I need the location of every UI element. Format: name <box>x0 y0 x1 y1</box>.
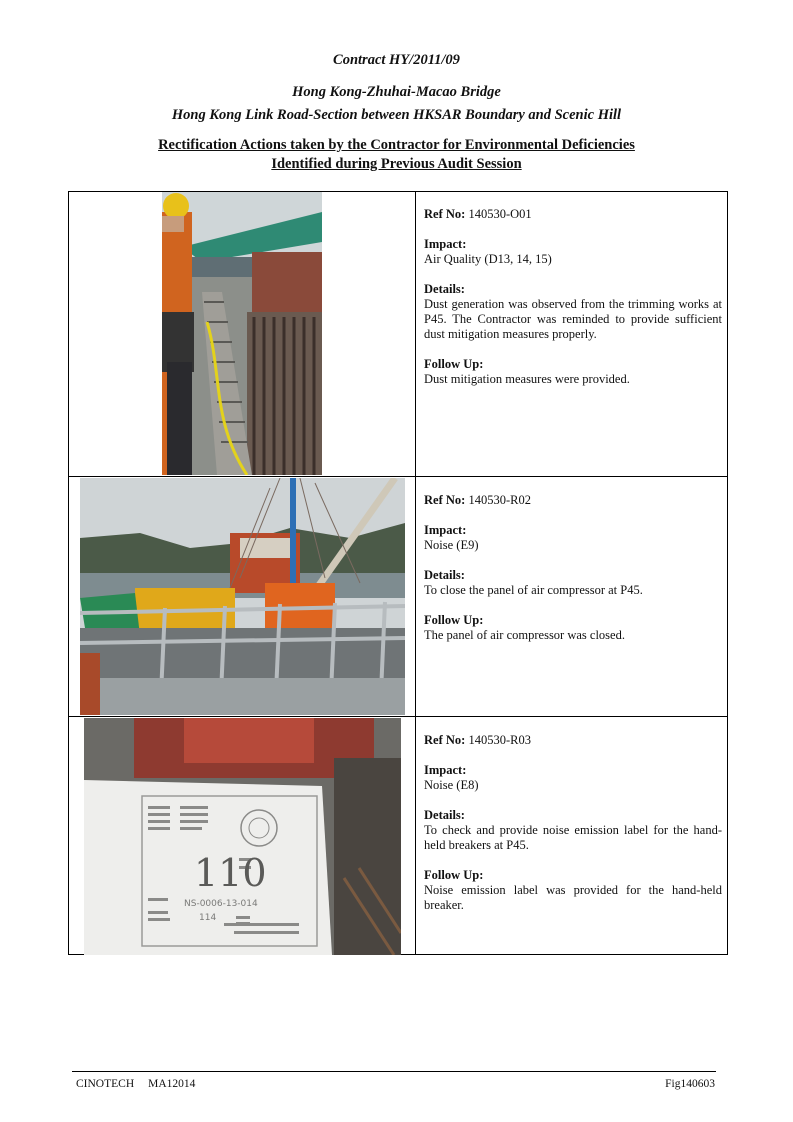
project-title: Hong Kong-Zhuhai-Macao Bridge <box>292 84 501 100</box>
impact-label: Impact: <box>424 763 467 777</box>
impact-value: Noise (E9) <box>424 538 479 552</box>
follow-up-label: Follow Up: <box>424 868 484 882</box>
ref-label: Ref No: <box>424 493 466 507</box>
ref-value: 140530-O01 <box>468 207 532 221</box>
row-divider <box>68 476 728 477</box>
document-title: Rectification Actions taken by the Contractor for Environmental Deficiencies <box>158 137 635 153</box>
footer-left <box>76 1078 195 1090</box>
row-divider <box>68 716 728 717</box>
project-section: Hong Kong Link Road-Section between HKSAR Boundary and Scenic Hill <box>171 107 622 123</box>
follow-up-value: Dust mitigation measures were provided. <box>424 372 630 386</box>
footer-company: CINOTECH <box>76 1078 135 1090</box>
footer-figure: Fig140603 <box>665 1078 715 1090</box>
label-limit: 114 <box>199 913 217 923</box>
table-divider <box>415 191 416 955</box>
details-value: Dust generation was observed from the trimming works at P45. The Contractor was reminded to provide sufficient dust mitigation measures properly. <box>424 297 722 341</box>
label-sound-level: 110 <box>194 851 267 895</box>
entry-3 <box>424 733 722 913</box>
document-subtitle: Identified during Previous Audit Session <box>271 156 522 172</box>
photo-noise-label <box>84 718 401 955</box>
details-value: To close the panel of air compressor at P45. <box>424 583 643 597</box>
impact-label: Impact: <box>424 523 467 537</box>
photo-dust-trimming <box>162 192 322 475</box>
ref-value: 140530-R02 <box>468 493 531 507</box>
impact-value: Noise (E8) <box>424 778 479 792</box>
impact-label: Impact: <box>424 237 467 251</box>
contract-number: Contract HY/2011/09 <box>333 52 460 68</box>
follow-up-value: Noise emission label was provided for the hand-held breaker. <box>424 883 722 912</box>
ref-label: Ref No: <box>424 207 466 221</box>
follow-up-label: Follow Up: <box>424 613 484 627</box>
entry-2 <box>424 493 722 643</box>
ref-label: Ref No: <box>424 733 466 747</box>
details-value: To check and provide noise emission label for the hand-held breakers at P45. <box>424 823 722 852</box>
entry-1 <box>424 207 722 387</box>
footer-rule <box>72 1071 716 1072</box>
follow-up-label: Follow Up: <box>424 357 484 371</box>
ref-value: 140530-R03 <box>468 733 531 747</box>
impact-value: Air Quality (D13, 14, 15) <box>424 252 552 266</box>
label-number: NS-0006-13-014 <box>184 899 258 909</box>
details-label: Details: <box>424 282 465 296</box>
footer-report: MA12014 <box>148 1078 196 1090</box>
details-label: Details: <box>424 568 465 582</box>
follow-up-value: The panel of air compressor was closed. <box>424 628 625 642</box>
details-label: Details: <box>424 808 465 822</box>
photo-air-compressor <box>80 478 405 715</box>
